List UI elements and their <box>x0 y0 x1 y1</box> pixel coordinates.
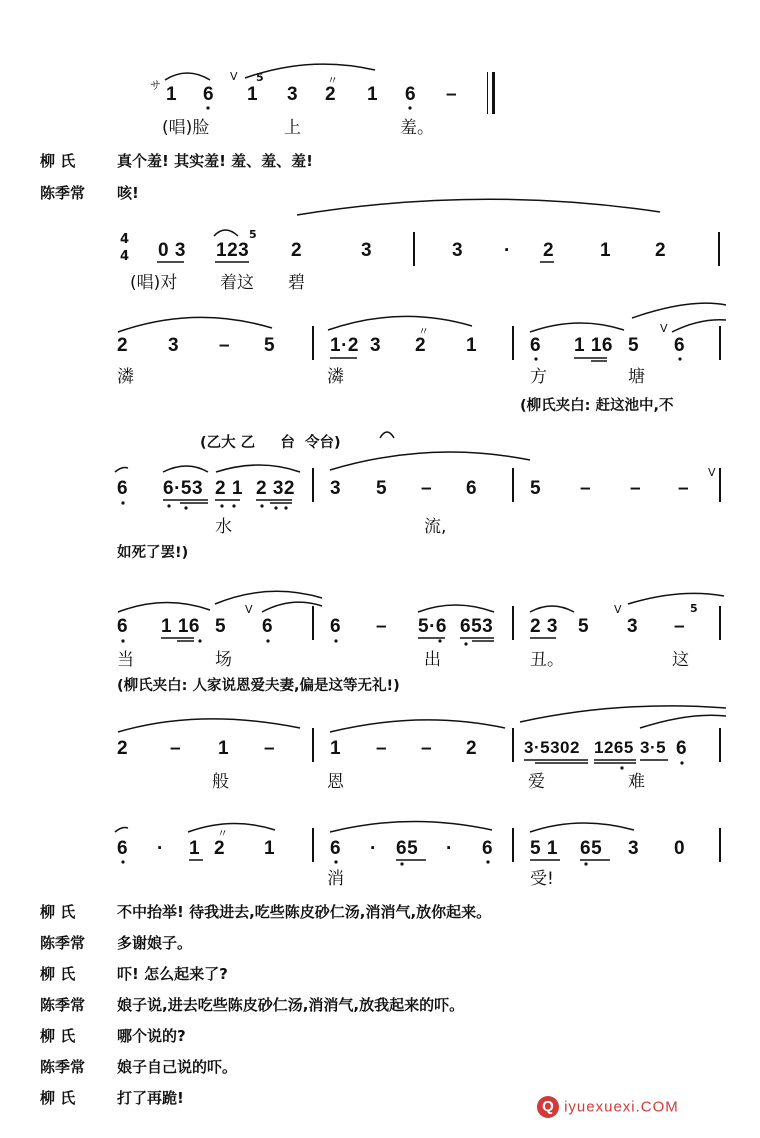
notation-1-16: 1 16 <box>161 616 200 637</box>
percussion-line: (乙大 乙 台 令台) <box>200 435 341 451</box>
speaker-label: 柳 氏 <box>40 1027 76 1045</box>
notation-1: 1 <box>218 738 230 759</box>
slur <box>380 432 394 438</box>
notation-6: 6 <box>330 616 342 637</box>
lyric-prefix: (唱)脸 <box>162 118 210 138</box>
notation-1: 1 <box>166 84 178 105</box>
speaker-label: 陈季常 <box>40 934 86 952</box>
notation-2: 2 <box>543 240 555 261</box>
notation-dot: · <box>157 838 164 859</box>
lyric: 出 <box>424 650 441 670</box>
notation-3: 3 <box>287 84 299 105</box>
notation-3: 3 <box>452 240 464 261</box>
notation-2: 2 <box>415 335 427 356</box>
grace-note: 5 <box>690 602 698 615</box>
aside-text: (柳氏夹白: 人家说恩爱夫妻,偏是这等无礼!) <box>117 678 400 694</box>
grace-note: 5 <box>249 228 257 241</box>
slur <box>520 706 726 722</box>
notation-dash: – <box>421 738 433 759</box>
notation-5: 5 <box>264 335 276 356</box>
slur <box>115 828 128 833</box>
free-meter-mark: サ <box>150 79 161 92</box>
notation-653: 653 <box>460 616 494 637</box>
slur <box>672 320 726 332</box>
slur <box>330 821 492 832</box>
octave-dot <box>678 357 681 360</box>
octave-dot <box>232 504 235 507</box>
speaker-label: 陈季常 <box>40 184 86 202</box>
notation-6: 6 <box>466 478 478 499</box>
lyric: 难 <box>628 772 645 792</box>
lyric: 着这 <box>220 273 254 293</box>
octave-dot <box>260 504 263 507</box>
notation-123: 123 <box>216 240 250 261</box>
notation-2: 2 <box>117 335 129 356</box>
dialogue-line: 娘子自己说的吓。 <box>117 1058 238 1076</box>
octave-dot <box>334 860 337 863</box>
notation-6: 6 <box>262 616 274 637</box>
speaker-label: 陈季常 <box>40 1058 86 1076</box>
octave-dot <box>534 357 537 360</box>
octave-dot <box>438 639 441 642</box>
lyric: 羞。 <box>400 118 434 138</box>
slur <box>262 602 322 612</box>
notation-6: 6 <box>530 335 542 356</box>
breath-mark: V <box>245 603 253 616</box>
notation-dash: – <box>170 738 182 759</box>
notation-5: 5 <box>628 335 640 356</box>
octave-dot <box>334 639 337 642</box>
slur <box>188 823 275 832</box>
lyric: 上 <box>284 118 301 138</box>
octave-dot <box>266 639 269 642</box>
speaker-label: 柳 氏 <box>40 903 76 921</box>
time-signature-bottom: 4 <box>120 249 130 264</box>
octave-dot <box>167 504 170 507</box>
lyric: 爱 <box>528 772 545 792</box>
octave-dot <box>620 766 623 769</box>
slur <box>328 316 472 330</box>
slur <box>418 605 494 612</box>
grace-note: 5 <box>256 71 264 84</box>
notation-1: 1 <box>264 838 276 859</box>
octave-dot <box>274 506 277 509</box>
notation-2: 2 <box>214 838 226 859</box>
notation-dash: – <box>264 738 276 759</box>
dialogue-line: 吓! 怎么起来了? <box>117 965 228 983</box>
slur <box>214 230 238 236</box>
notation-dash: – <box>421 478 433 499</box>
slur <box>530 606 574 612</box>
notation-dash: – <box>376 616 388 637</box>
slur <box>330 452 530 470</box>
notation-1: 1 <box>367 84 379 105</box>
lyric: 这 <box>672 650 689 670</box>
notation-6: 6 <box>674 335 686 356</box>
notation-65: 65 <box>396 838 419 859</box>
time-signature-top: 4 <box>120 232 130 247</box>
notation-2: 2 <box>117 738 129 759</box>
lyric: 塘 <box>628 367 645 387</box>
notation-3: 3 <box>370 335 382 356</box>
octave-dot <box>121 860 124 863</box>
notation-2: 2 <box>466 738 478 759</box>
breath-mark: V <box>614 603 622 616</box>
lyric: 潾 <box>327 367 344 387</box>
octave-dot <box>206 106 209 109</box>
lyric: 流, <box>424 517 447 537</box>
lyric: 丑。 <box>530 650 564 670</box>
tremolo-mark: 〃 <box>418 325 429 338</box>
aside-text: 如死了罢!) <box>117 545 189 561</box>
notation-65: 65 <box>580 838 603 859</box>
slur <box>118 719 300 732</box>
notation-dash: – <box>376 738 388 759</box>
dialogue-line: 咳! <box>117 184 139 202</box>
octave-dot <box>486 860 489 863</box>
notation-5: 5 <box>215 616 227 637</box>
slur <box>165 73 210 80</box>
notation-0: 0 <box>674 838 686 859</box>
notation-dot: · <box>446 838 453 859</box>
breath-mark: V <box>660 322 668 335</box>
lyric: 方 <box>530 367 547 387</box>
notation-6: 6 <box>330 838 342 859</box>
notation-1-16: 1 16 <box>574 335 613 356</box>
lyric: 消 <box>327 869 344 889</box>
watermark-text: iyuexuexi.COM <box>564 1098 679 1116</box>
notation-6: 6 <box>117 838 129 859</box>
lyric: 当 <box>117 650 134 670</box>
notation-1-2: 1·2 <box>330 335 359 356</box>
notation-6: 6 <box>203 84 215 105</box>
speaker-label: 陈季常 <box>40 996 86 1014</box>
notation-dash: – <box>674 616 686 637</box>
notation-6: 6 <box>117 616 129 637</box>
slur <box>115 468 128 473</box>
notation-dash: – <box>446 84 458 105</box>
octave-dot <box>184 506 187 509</box>
speaker-label: 柳 氏 <box>40 965 76 983</box>
notation-1: 1 <box>189 838 201 859</box>
octave-dot <box>121 639 124 642</box>
slur <box>640 715 726 728</box>
notation-1: 1 <box>600 240 612 261</box>
notation-dot: · <box>370 838 377 859</box>
notation-5: 5 <box>578 616 590 637</box>
notation-2-32: 2 32 <box>256 478 295 499</box>
notation-6: 6 <box>117 478 129 499</box>
notation-dot: · <box>504 240 511 261</box>
notation-2: 2 <box>325 84 337 105</box>
notation-6-53: 6·53 <box>163 478 204 499</box>
slur <box>245 64 375 78</box>
slur <box>118 602 210 612</box>
slur <box>628 593 724 604</box>
slur <box>216 465 300 472</box>
slur <box>330 720 505 732</box>
slur <box>530 823 634 832</box>
notation-1: 1 <box>330 738 342 759</box>
breath-mark: V <box>230 70 238 83</box>
notation-3: 3 <box>330 478 342 499</box>
tremolo-mark: 〃 <box>327 74 338 87</box>
notation-dash: – <box>580 478 592 499</box>
notation-3: 3 <box>628 838 640 859</box>
notation-1265: 1265 <box>594 738 634 757</box>
notation-6: 6 <box>482 838 494 859</box>
notation-5: 5 <box>376 478 388 499</box>
lyric: 潾 <box>117 367 134 387</box>
notation-3: 3 <box>627 616 639 637</box>
notation-5: 5 <box>530 478 542 499</box>
octave-dot <box>680 761 683 764</box>
tremolo-mark: 〃 <box>217 827 228 840</box>
speaker-label: 柳 氏 <box>40 152 76 170</box>
octave-dot <box>464 642 467 645</box>
dialogue-line: 多谢娘子。 <box>117 934 193 952</box>
notation-2-3: 2 3 <box>530 616 558 637</box>
lyric: 般 <box>212 772 229 792</box>
lyric: 受! <box>530 869 554 889</box>
octave-dot <box>584 862 587 865</box>
lyric: 水 <box>215 517 232 537</box>
notation-dash: – <box>678 478 690 499</box>
lyric: 场 <box>215 650 232 670</box>
octave-dot <box>121 501 124 504</box>
slur <box>632 303 726 318</box>
notation-2: 2 <box>291 240 303 261</box>
octave-dot <box>408 106 411 109</box>
octave-dot <box>198 639 201 642</box>
lyric: 恩 <box>327 772 344 792</box>
notation-3: 3 <box>168 335 180 356</box>
notation-5-6: 5·6 <box>418 616 447 637</box>
notation-1: 1 <box>466 335 478 356</box>
notation-dash: – <box>630 478 642 499</box>
watermark-logo-icon: Q <box>537 1096 559 1118</box>
notation-1: 1 <box>247 84 259 105</box>
lyric: 碧 <box>288 273 305 293</box>
notation-2-1: 2 1 <box>215 478 243 499</box>
dialogue-line: 打了再跪! <box>117 1089 184 1107</box>
dialogue-line: 娘子说,进去吃些陈皮砂仁汤,消消气,放我起来的吓。 <box>117 996 465 1014</box>
slur <box>530 323 624 332</box>
breath-mark: V <box>708 466 716 479</box>
dialogue-line: 哪个说的? <box>117 1027 186 1045</box>
octave-dot <box>220 504 223 507</box>
speaker-label: 柳 氏 <box>40 1089 76 1107</box>
notation-3: 3 <box>361 240 373 261</box>
notation-dash: – <box>219 335 231 356</box>
slur <box>297 199 660 215</box>
notation-6: 6 <box>405 84 417 105</box>
lyric-prefix: (唱)对 <box>130 273 178 293</box>
notation-6: 6 <box>676 738 688 759</box>
dialogue-line: 不中抬举! 待我进去,吃些陈皮砂仁汤,消消气,放你起来。 <box>117 903 492 921</box>
notation-3-5302: 3·5302 <box>524 738 580 757</box>
octave-dot <box>284 506 287 509</box>
slur <box>163 466 208 472</box>
notation-0-3: 0 3 <box>158 240 186 261</box>
octave-dot <box>400 862 403 865</box>
slur <box>118 317 272 332</box>
notation-2: 2 <box>655 240 667 261</box>
dialogue-line: 真个羞! 其实羞! 羞、羞、羞! <box>117 152 313 170</box>
aside-text: (柳氏夹白: 赶这池中,不 <box>520 398 674 414</box>
notation-3-5: 3·5 <box>640 738 667 757</box>
notation-5-1: 5 1 <box>530 838 558 859</box>
